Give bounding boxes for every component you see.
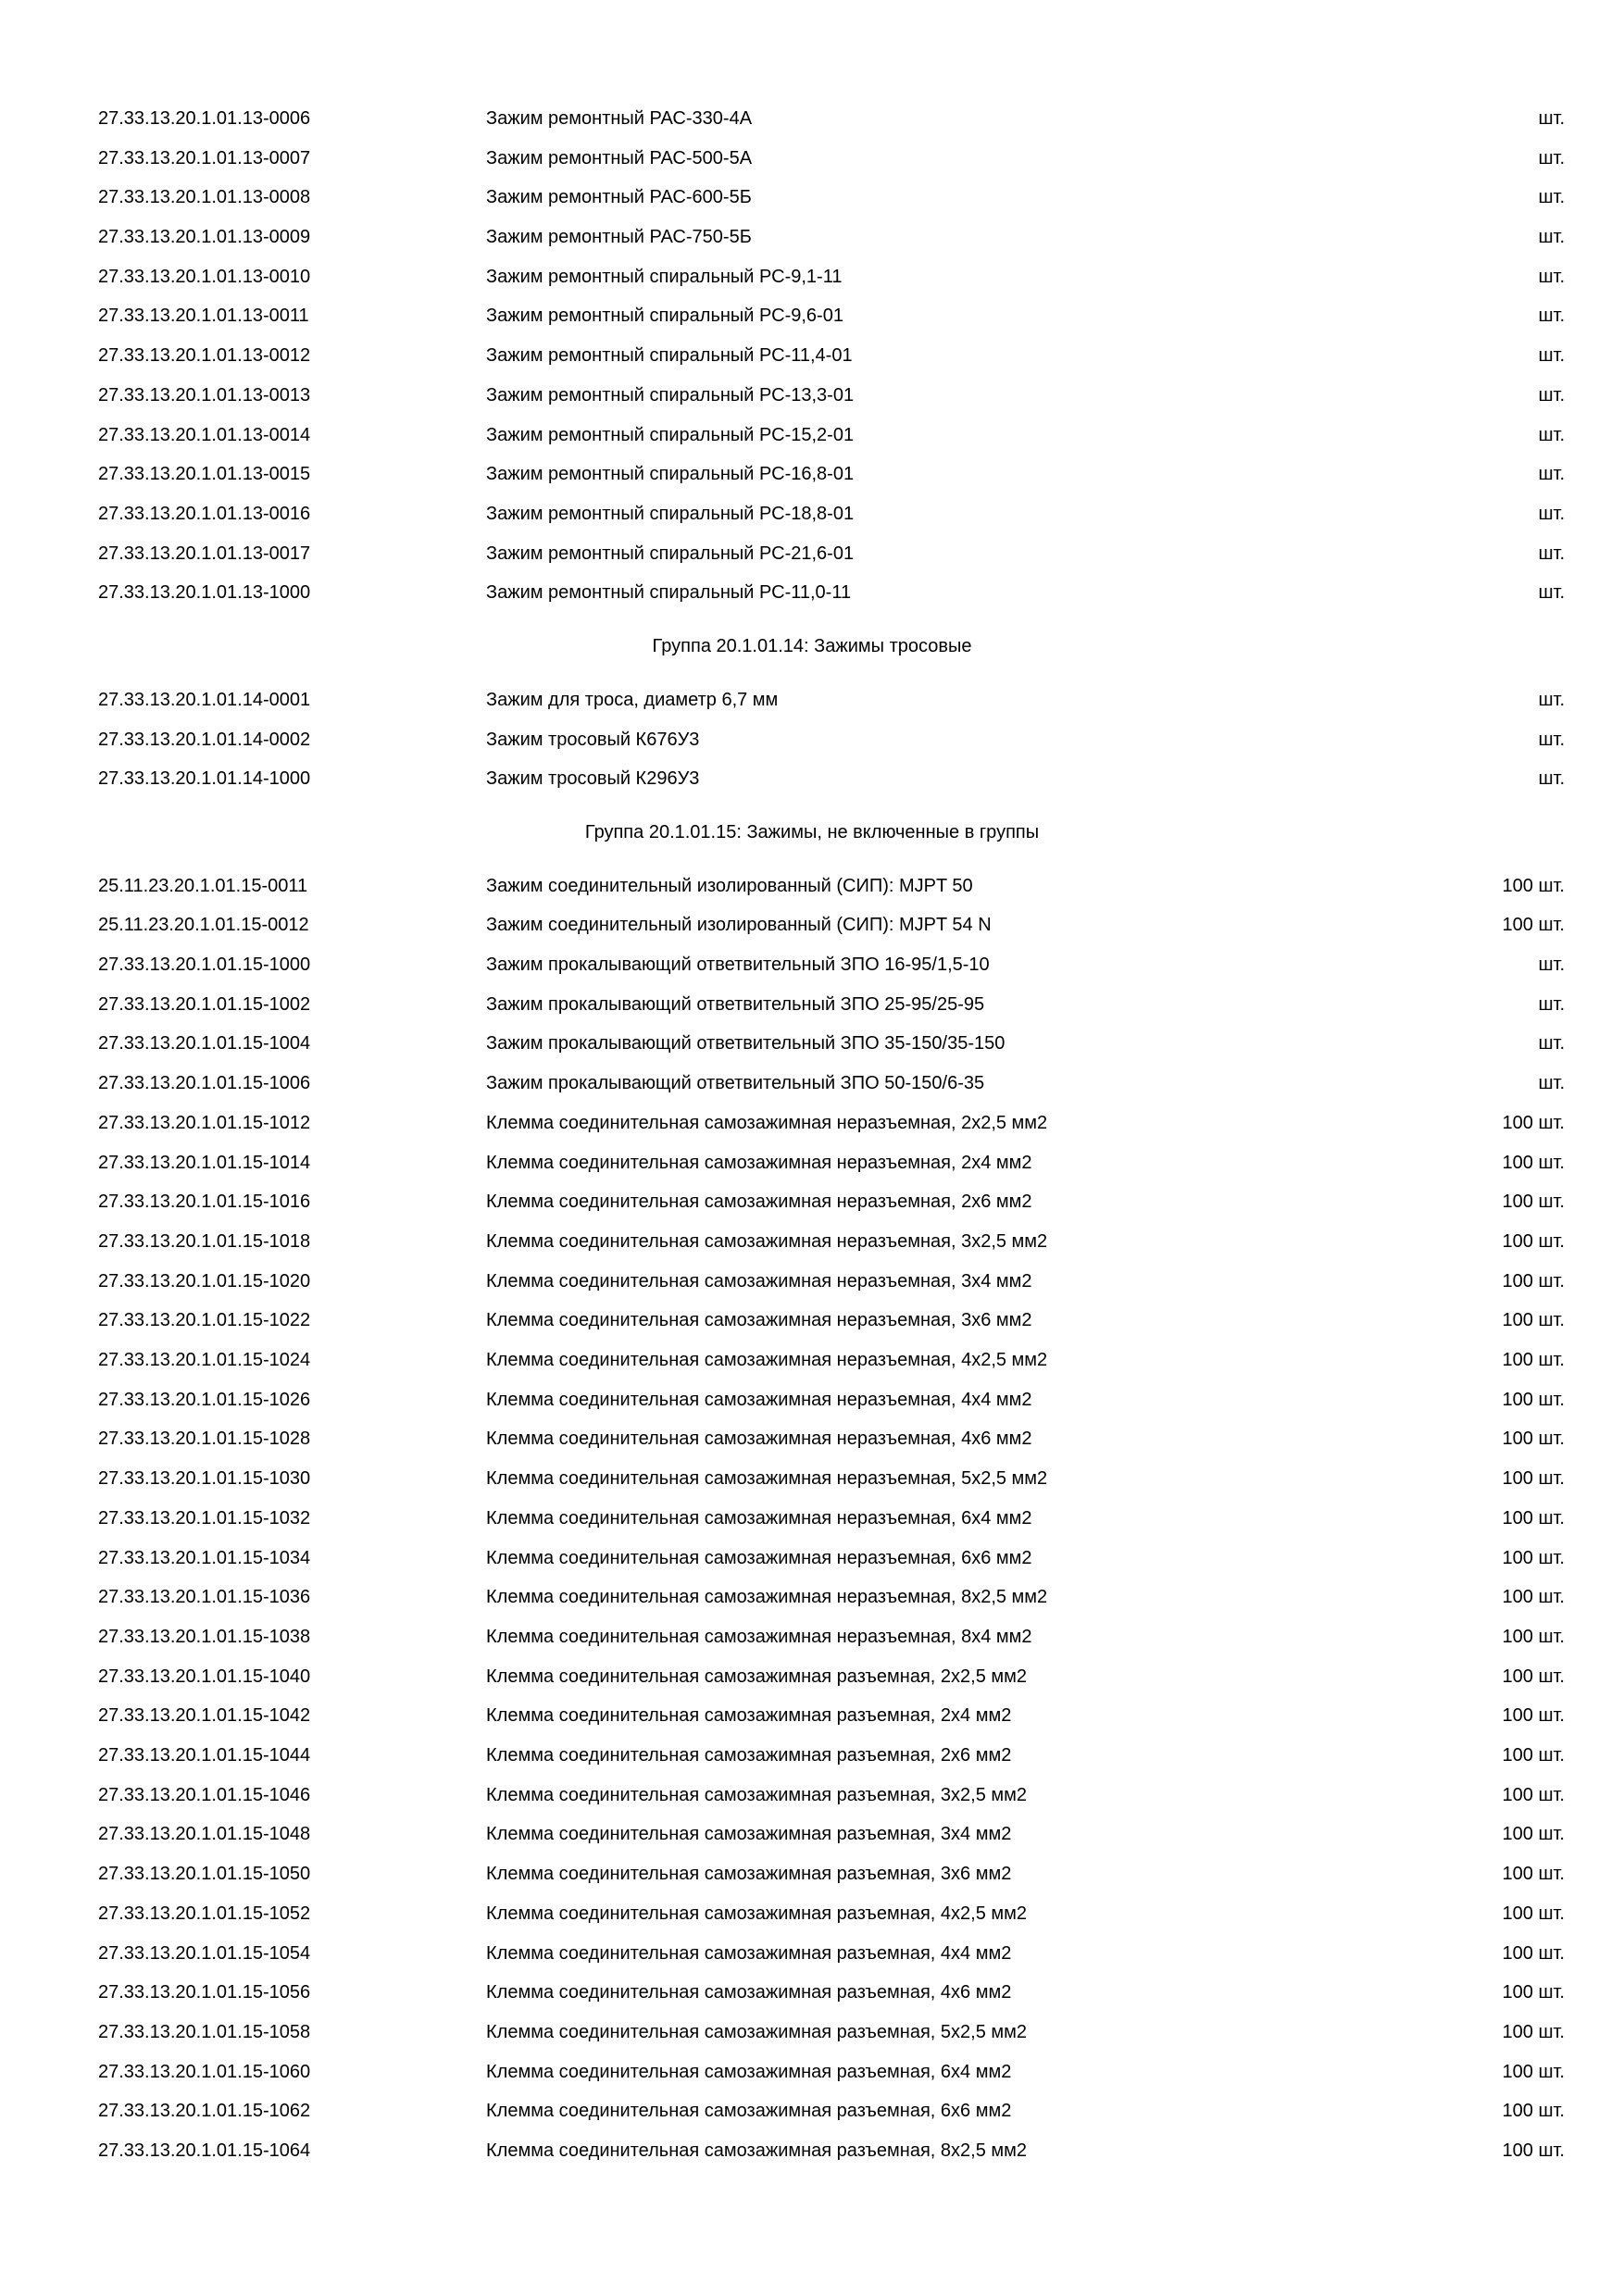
unit-of-measure: 100 шт.: [1502, 1192, 1565, 1212]
unit-of-measure: 100 шт.: [1502, 1666, 1565, 1687]
table-row: [0, 911, 1624, 939]
resource-code: 27.33.13.20.1.01.15-1002: [98, 994, 311, 1015]
unit-of-measure: 100 шт.: [1502, 1982, 1565, 2003]
resource-code: 27.33.13.20.1.01.15-1060: [98, 2062, 311, 2082]
resource-code: 27.33.13.20.1.01.13-0009: [98, 227, 311, 247]
group-heading: Группа 20.1.01.15: Зажимы, не включенные в группы: [584, 822, 1040, 842]
resource-name: Клемма соединительная самозажимная неразъемная, 3х4 мм2: [486, 1271, 1032, 1292]
unit-of-measure: 100 шт.: [1502, 1903, 1565, 1924]
table-row: [0, 1346, 1624, 1374]
unit-of-measure: 100 шт.: [1502, 2062, 1565, 2082]
table-row: [0, 1306, 1624, 1334]
resource-code: 27.33.13.20.1.01.15-1024: [98, 1350, 311, 1370]
resource-code: 27.33.13.20.1.01.13-0014: [98, 425, 311, 445]
resource-code: 27.33.13.20.1.01.14-0002: [98, 730, 311, 750]
unit-of-measure: 100 шт.: [1502, 1153, 1565, 1173]
resource-name: Клемма соединительная самозажимная разъемная, 2х2,5 мм2: [486, 1666, 1028, 1687]
table-row: [0, 991, 1624, 1018]
resource-code: 27.33.13.20.1.01.15-1054: [98, 1943, 311, 1964]
resource-name: Зажим ремонтный спиральный РС-11,0-11: [486, 582, 852, 603]
table-row: [0, 1702, 1624, 1729]
unit-of-measure: 100 шт.: [1502, 1943, 1565, 1964]
unit-of-measure: 100 шт.: [1502, 1390, 1565, 1410]
resource-name: Клемма соединительная самозажимная разъемная, 4х2,5 мм2: [486, 1903, 1028, 1924]
resource-code: 27.33.13.20.1.01.15-1026: [98, 1390, 311, 1410]
unit-of-measure: шт.: [1538, 1033, 1565, 1054]
resource-name: Клемма соединительная самозажимная неразъемная, 5х2,5 мм2: [486, 1468, 1048, 1489]
resource-name: Клемма соединительная самозажимная разъемная, 3х6 мм2: [486, 1864, 1012, 1884]
table-row: [0, 1583, 1624, 1611]
resource-name: Зажим ремонтный спиральный РС-9,6-01: [486, 306, 843, 326]
resource-name: Зажим ремонтный спиральный РС-18,8-01: [486, 504, 855, 524]
resource-name: Клемма соединительная самозажимная разъемная, 3х2,5 мм2: [486, 1785, 1028, 1805]
resource-name: Зажим ремонтный спиральный РС-16,8-01: [486, 464, 855, 484]
resource-name: Клемма соединительная самозажимная разъемная, 5х2,5 мм2: [486, 2022, 1028, 2042]
resource-name: Зажим прокалывающий ответвительный ЗПО 25-95/25-95: [486, 994, 985, 1015]
unit-of-measure: 100 шт.: [1502, 1627, 1565, 1647]
resource-name: Клемма соединительная самозажимная неразъемная, 3х6 мм2: [486, 1310, 1032, 1330]
resource-name: Зажим ремонтный РАС-600-5Б: [486, 187, 752, 207]
resource-code: 27.33.13.20.1.01.15-1018: [98, 1231, 311, 1252]
table-row: [0, 1029, 1624, 1057]
resource-name: Зажим соединительный изолированный (СИП): MJPT 54 N: [486, 915, 992, 935]
unit-of-measure: 100 шт.: [1502, 1113, 1565, 1133]
table-row: [0, 421, 1624, 449]
resource-name: Зажим соединительный изолированный (СИП): MJPT 50: [486, 876, 973, 896]
table-row: [0, 872, 1624, 900]
unit-of-measure: шт.: [1538, 267, 1565, 287]
unit-of-measure: шт.: [1538, 187, 1565, 207]
resource-name: Клемма соединительная самозажимная разъемная, 3х4 мм2: [486, 1824, 1012, 1844]
resource-code: 27.33.13.20.1.01.15-1016: [98, 1192, 311, 1212]
unit-of-measure: шт.: [1538, 543, 1565, 564]
table-row: [0, 1188, 1624, 1216]
table-row: [0, 381, 1624, 409]
resource-code: 27.33.13.20.1.01.15-1062: [98, 2101, 311, 2121]
unit-of-measure: шт.: [1538, 464, 1565, 484]
resource-code: 27.33.13.20.1.01.15-1046: [98, 1785, 311, 1805]
resource-code: 27.33.13.20.1.01.15-1012: [98, 1113, 311, 1133]
resource-code: 27.33.13.20.1.01.13-1000: [98, 582, 311, 603]
resource-name: Зажим ремонтный РАС-330-4А: [486, 108, 753, 129]
table-row: [0, 1741, 1624, 1769]
table-row: [0, 1820, 1624, 1848]
resource-name: Клемма соединительная самозажимная разъемная, 4х6 мм2: [486, 1982, 1012, 2003]
table-row: [0, 144, 1624, 172]
table-row: [0, 2097, 1624, 2125]
resource-name: Клемма соединительная самозажимная неразъемная, 3х2,5 мм2: [486, 1231, 1048, 1252]
unit-of-measure: 100 шт.: [1502, 1468, 1565, 1489]
resource-code: 27.33.13.20.1.01.15-1020: [98, 1271, 311, 1292]
unit-of-measure: шт.: [1538, 582, 1565, 603]
resource-name: Клемма соединительная самозажимная разъемная, 6х6 мм2: [486, 2101, 1012, 2121]
unit-of-measure: шт.: [1538, 345, 1565, 366]
unit-of-measure: шт.: [1538, 148, 1565, 168]
resource-name: Зажим прокалывающий ответвительный ЗПО 35-150/35-150: [486, 1033, 1006, 1054]
resource-code: 27.33.13.20.1.01.13-0006: [98, 108, 311, 129]
table-row: [0, 2058, 1624, 2086]
unit-of-measure: 100 шт.: [1502, 1310, 1565, 1330]
resource-name: Зажим прокалывающий ответвительный ЗПО 16-95/1,5-10: [486, 955, 990, 975]
resource-name: Клемма соединительная самозажимная неразъемная, 8х4 мм2: [486, 1627, 1032, 1647]
table-row: [0, 342, 1624, 369]
unit-of-measure: 100 шт.: [1502, 1824, 1565, 1844]
resource-code: 27.33.13.20.1.01.15-1036: [98, 1587, 311, 1607]
unit-of-measure: 100 шт.: [1502, 876, 1565, 896]
resource-name: Клемма соединительная самозажимная разъемная, 2х6 мм2: [486, 1745, 1012, 1766]
resource-name: Клемма соединительная самозажимная разъемная, 8х2,5 мм2: [486, 2140, 1028, 2161]
table-row: [0, 2018, 1624, 2046]
resource-code: 27.33.13.20.1.01.15-1052: [98, 1903, 311, 1924]
resource-name: Зажим ремонтный спиральный РС-9,1-11: [486, 267, 843, 287]
table-row: [0, 726, 1624, 754]
unit-of-measure: 100 шт.: [1502, 1548, 1565, 1568]
table-row: [0, 1623, 1624, 1651]
resource-name: Клемма соединительная самозажимная неразъемная, 4х2,5 мм2: [486, 1350, 1048, 1370]
resource-name: Клемма соединительная самозажимная разъемная, 2х4 мм2: [486, 1705, 1012, 1726]
resource-code: 27.33.13.20.1.01.15-1040: [98, 1666, 311, 1687]
resource-name: Клемма соединительная самозажимная неразъемная, 8х2,5 мм2: [486, 1587, 1048, 1607]
unit-of-measure: шт.: [1538, 955, 1565, 975]
resource-code: 27.33.13.20.1.01.13-0016: [98, 504, 311, 524]
resource-code: 27.33.13.20.1.01.13-0011: [98, 306, 309, 326]
table-row: [0, 1544, 1624, 1572]
resource-code: 27.33.13.20.1.01.15-1022: [98, 1310, 311, 1330]
table-row: [0, 686, 1624, 714]
table-row: [0, 1781, 1624, 1809]
resource-name: Клемма соединительная самозажимная неразъемная, 4х6 мм2: [486, 1429, 1032, 1449]
table-row: [0, 1109, 1624, 1137]
table-row: [0, 1900, 1624, 1928]
resource-code: 27.33.13.20.1.01.13-0007: [98, 148, 311, 168]
resource-code: 27.33.13.20.1.01.13-0013: [98, 385, 311, 406]
unit-of-measure: 100 шт.: [1502, 2101, 1565, 2121]
resource-code: 27.33.13.20.1.01.15-1056: [98, 1982, 311, 2003]
resource-name: Зажим ремонтный РАС-750-5Б: [486, 227, 752, 247]
resource-code: 27.33.13.20.1.01.15-1050: [98, 1864, 311, 1884]
table-row: [0, 1940, 1624, 1967]
resource-code: 27.33.13.20.1.01.15-1000: [98, 955, 311, 975]
unit-of-measure: 100 шт.: [1502, 1231, 1565, 1252]
resource-code: 27.33.13.20.1.01.15-1034: [98, 1548, 311, 1568]
unit-of-measure: шт.: [1538, 227, 1565, 247]
resource-code: 27.33.13.20.1.01.15-1048: [98, 1824, 311, 1844]
resource-name: Клемма соединительная самозажимная неразъемная, 2х2,5 мм2: [486, 1113, 1048, 1133]
table-row: [0, 460, 1624, 488]
resource-name: Зажим тросовый К676У3: [486, 730, 700, 750]
table-row: [0, 302, 1624, 330]
unit-of-measure: шт.: [1538, 690, 1565, 710]
table-row: [0, 1267, 1624, 1295]
resource-code: 27.33.13.20.1.01.14-1000: [98, 768, 311, 789]
unit-of-measure: 100 шт.: [1502, 2022, 1565, 2042]
unit-of-measure: шт.: [1538, 504, 1565, 524]
resource-code: 27.33.13.20.1.01.15-1044: [98, 1745, 311, 1766]
unit-of-measure: шт.: [1538, 385, 1565, 406]
resource-name: Клемма соединительная самозажимная разъемная, 4х4 мм2: [486, 1943, 1012, 1964]
unit-of-measure: 100 шт.: [1502, 2140, 1565, 2161]
resource-code: 27.33.13.20.1.01.15-1032: [98, 1508, 311, 1529]
table-row: [0, 1228, 1624, 1255]
resource-name: Зажим ремонтный спиральный РС-15,2-01: [486, 425, 855, 445]
unit-of-measure: 100 шт.: [1502, 1745, 1565, 1766]
unit-of-measure: 100 шт.: [1502, 1587, 1565, 1607]
resource-name: Клемма соединительная самозажимная неразъемная, 4х4 мм2: [486, 1390, 1032, 1410]
unit-of-measure: шт.: [1538, 994, 1565, 1015]
table-row: [0, 1386, 1624, 1414]
table-row: [0, 1978, 1624, 2006]
resource-name: Клемма соединительная самозажимная неразъемная, 2х4 мм2: [486, 1153, 1032, 1173]
resource-code: 27.33.13.20.1.01.13-0008: [98, 187, 311, 207]
table-row: [0, 2137, 1624, 2165]
resource-name: Зажим ремонтный спиральный РС-21,6-01: [486, 543, 855, 564]
group-heading: Группа 20.1.01.14: Зажимы тросовые: [652, 636, 972, 656]
table-row: [0, 1149, 1624, 1177]
unit-of-measure: 100 шт.: [1502, 1785, 1565, 1805]
table-row: [0, 263, 1624, 291]
resource-code: 27.33.13.20.1.01.14-0001: [98, 690, 311, 710]
resource-code: 27.33.13.20.1.01.15-1058: [98, 2022, 311, 2042]
table-row: [0, 1504, 1624, 1532]
resource-name: Зажим ремонтный РАС-500-5А: [486, 148, 753, 168]
resource-code: 27.33.13.20.1.01.15-1030: [98, 1468, 311, 1489]
unit-of-measure: 100 шт.: [1502, 1705, 1565, 1726]
table-row: [0, 183, 1624, 211]
unit-of-measure: 100 шт.: [1502, 915, 1565, 935]
resource-code: 27.33.13.20.1.01.13-0012: [98, 345, 311, 366]
table-row: [0, 1663, 1624, 1691]
resource-name: Зажим для троса, диаметр 6,7 мм: [486, 690, 779, 710]
resource-name: Зажим ремонтный спиральный РС-11,4-01: [486, 345, 853, 366]
unit-of-measure: 100 шт.: [1502, 1864, 1565, 1884]
resource-name: Клемма соединительная самозажимная неразъемная, 2х6 мм2: [486, 1192, 1032, 1212]
table-row: [0, 951, 1624, 979]
resource-code: 27.33.13.20.1.01.15-1042: [98, 1705, 311, 1726]
table-row: [0, 1425, 1624, 1453]
resource-name: Клемма соединительная самозажимная неразъемная, 6х6 мм2: [486, 1548, 1032, 1568]
resource-code: 27.33.13.20.1.01.13-0010: [98, 267, 311, 287]
unit-of-measure: шт.: [1538, 1073, 1565, 1093]
table-row: [0, 500, 1624, 528]
resource-code: 27.33.13.20.1.01.15-1064: [98, 2140, 311, 2161]
unit-of-measure: 100 шт.: [1502, 1271, 1565, 1292]
table-row: [0, 1465, 1624, 1492]
unit-of-measure: 100 шт.: [1502, 1350, 1565, 1370]
table-row: [0, 765, 1624, 792]
table-row: [0, 540, 1624, 568]
resource-name: Зажим ремонтный спиральный РС-13,3-01: [486, 385, 855, 406]
resource-code: 27.33.13.20.1.01.13-0017: [98, 543, 311, 564]
table-row: [0, 223, 1624, 251]
resource-name: Клемма соединительная самозажимная неразъемная, 6х4 мм2: [486, 1508, 1032, 1529]
resource-code: 25.11.23.20.1.01.15-0011: [98, 876, 308, 896]
unit-of-measure: 100 шт.: [1502, 1429, 1565, 1449]
table-row: [0, 105, 1624, 132]
resource-code: 27.33.13.20.1.01.15-1004: [98, 1033, 311, 1054]
unit-of-measure: шт.: [1538, 425, 1565, 445]
unit-of-measure: шт.: [1538, 108, 1565, 129]
resource-code: 27.33.13.20.1.01.15-1028: [98, 1429, 311, 1449]
unit-of-measure: 100 шт.: [1502, 1508, 1565, 1529]
resource-name: Зажим тросовый К296У3: [486, 768, 700, 789]
table-row: [0, 1069, 1624, 1097]
resource-code: 25.11.23.20.1.01.15-0012: [98, 915, 309, 935]
resource-name: Клемма соединительная самозажимная разъемная, 6х4 мм2: [486, 2062, 1012, 2082]
unit-of-measure: шт.: [1538, 768, 1565, 789]
resource-code: 27.33.13.20.1.01.15-1014: [98, 1153, 311, 1173]
resource-code: 27.33.13.20.1.01.13-0015: [98, 464, 311, 484]
resource-code: 27.33.13.20.1.01.15-1006: [98, 1073, 311, 1093]
resource-name: Зажим прокалывающий ответвительный ЗПО 50-150/6-35: [486, 1073, 985, 1093]
resource-code: 27.33.13.20.1.01.15-1038: [98, 1627, 311, 1647]
unit-of-measure: шт.: [1538, 306, 1565, 326]
table-row: [0, 1860, 1624, 1888]
table-row: [0, 579, 1624, 606]
unit-of-measure: шт.: [1538, 730, 1565, 750]
